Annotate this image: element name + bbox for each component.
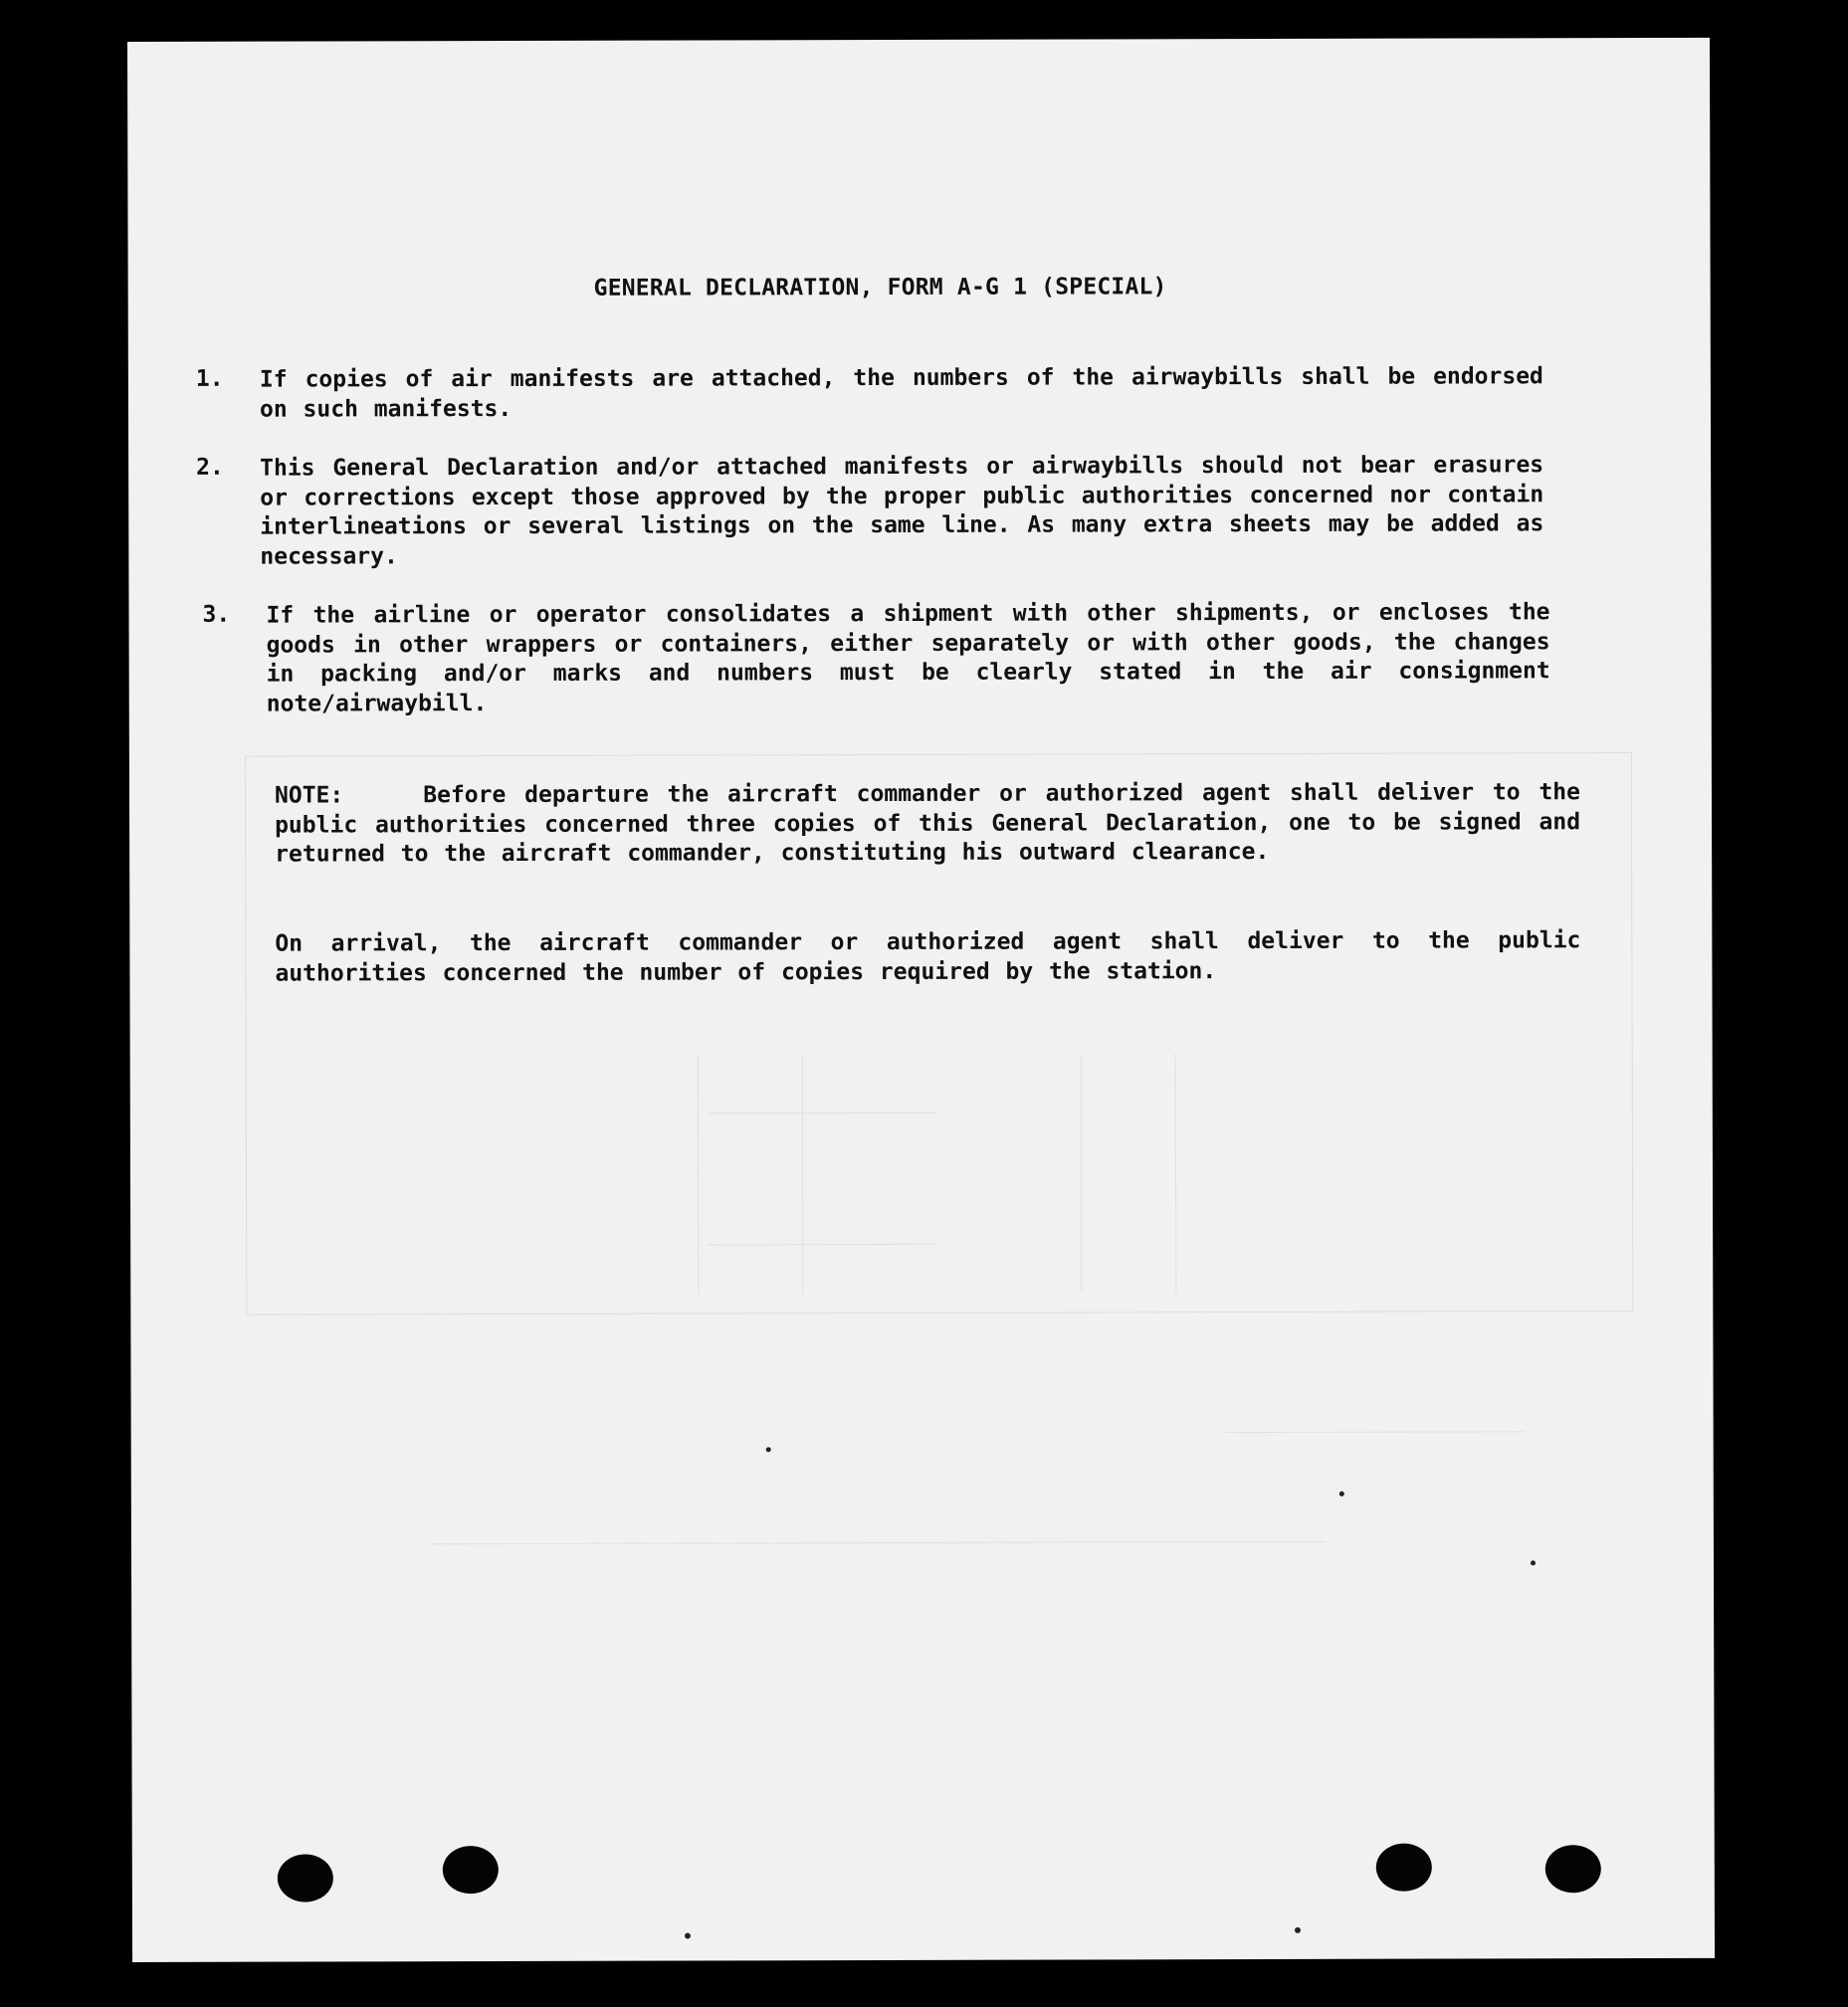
note-paragraph — [275, 778, 1580, 870]
punch-hole — [1376, 1844, 1432, 1892]
item-text: This General Declaration and/or attached manifests or airwaybills should not bear erasures or corrections except those approved by the proper public authorities concerned nor contain interlineations or several listings on the same line. As many extra sheets may be added as necessary. — [260, 452, 1544, 570]
list-item — [195, 362, 1543, 424]
item-text: If copies of air manifests are attached, the numbers of the airwaybills shall be endorsed on such manifests. — [259, 363, 1543, 423]
item-number: 3. — [202, 601, 231, 628]
list-item — [202, 598, 1550, 718]
note-text: Before departure the aircraft commander or authorized agent shall deliver to the public authorities concerned three copies of this General Declaration, one to be signed and returned to the aircraft commander, constituting his outward clearance. — [275, 779, 1581, 868]
punch-hole — [278, 1854, 333, 1902]
list-item — [196, 451, 1544, 571]
document-title: GENERAL DECLARATION, FORM A-G 1 (SPECIAL) — [593, 274, 1167, 301]
document-content — [127, 38, 1715, 1962]
dust-speck — [1531, 1560, 1536, 1565]
item-number: 2. — [196, 454, 224, 481]
note-label: NOTE: — [274, 782, 344, 809]
arrival-block — [275, 926, 1580, 988]
note-block — [275, 778, 1580, 870]
dust-speck — [766, 1447, 771, 1452]
punch-hole — [1545, 1845, 1601, 1893]
dust-speck — [1295, 1927, 1301, 1933]
item-number: 1. — [195, 365, 224, 392]
dust-speck — [685, 1933, 691, 1939]
arrival-paragraph: On arrival, the aircraft commander or authorized agent shall deliver to the public authorities concerned the number of copies required by the station. — [275, 927, 1581, 987]
punch-hole — [443, 1846, 499, 1894]
paper-sheet — [127, 38, 1715, 1962]
dust-speck — [1339, 1492, 1344, 1497]
item-text: If the airline or operator consolidates a shipment with other shipments, or encloses the goods in other wrappers or containers, either separately or with other goods, the changes in packing and/or marks and numbers must be clearly stated in the air consignment note/airwaybill. — [266, 599, 1550, 717]
